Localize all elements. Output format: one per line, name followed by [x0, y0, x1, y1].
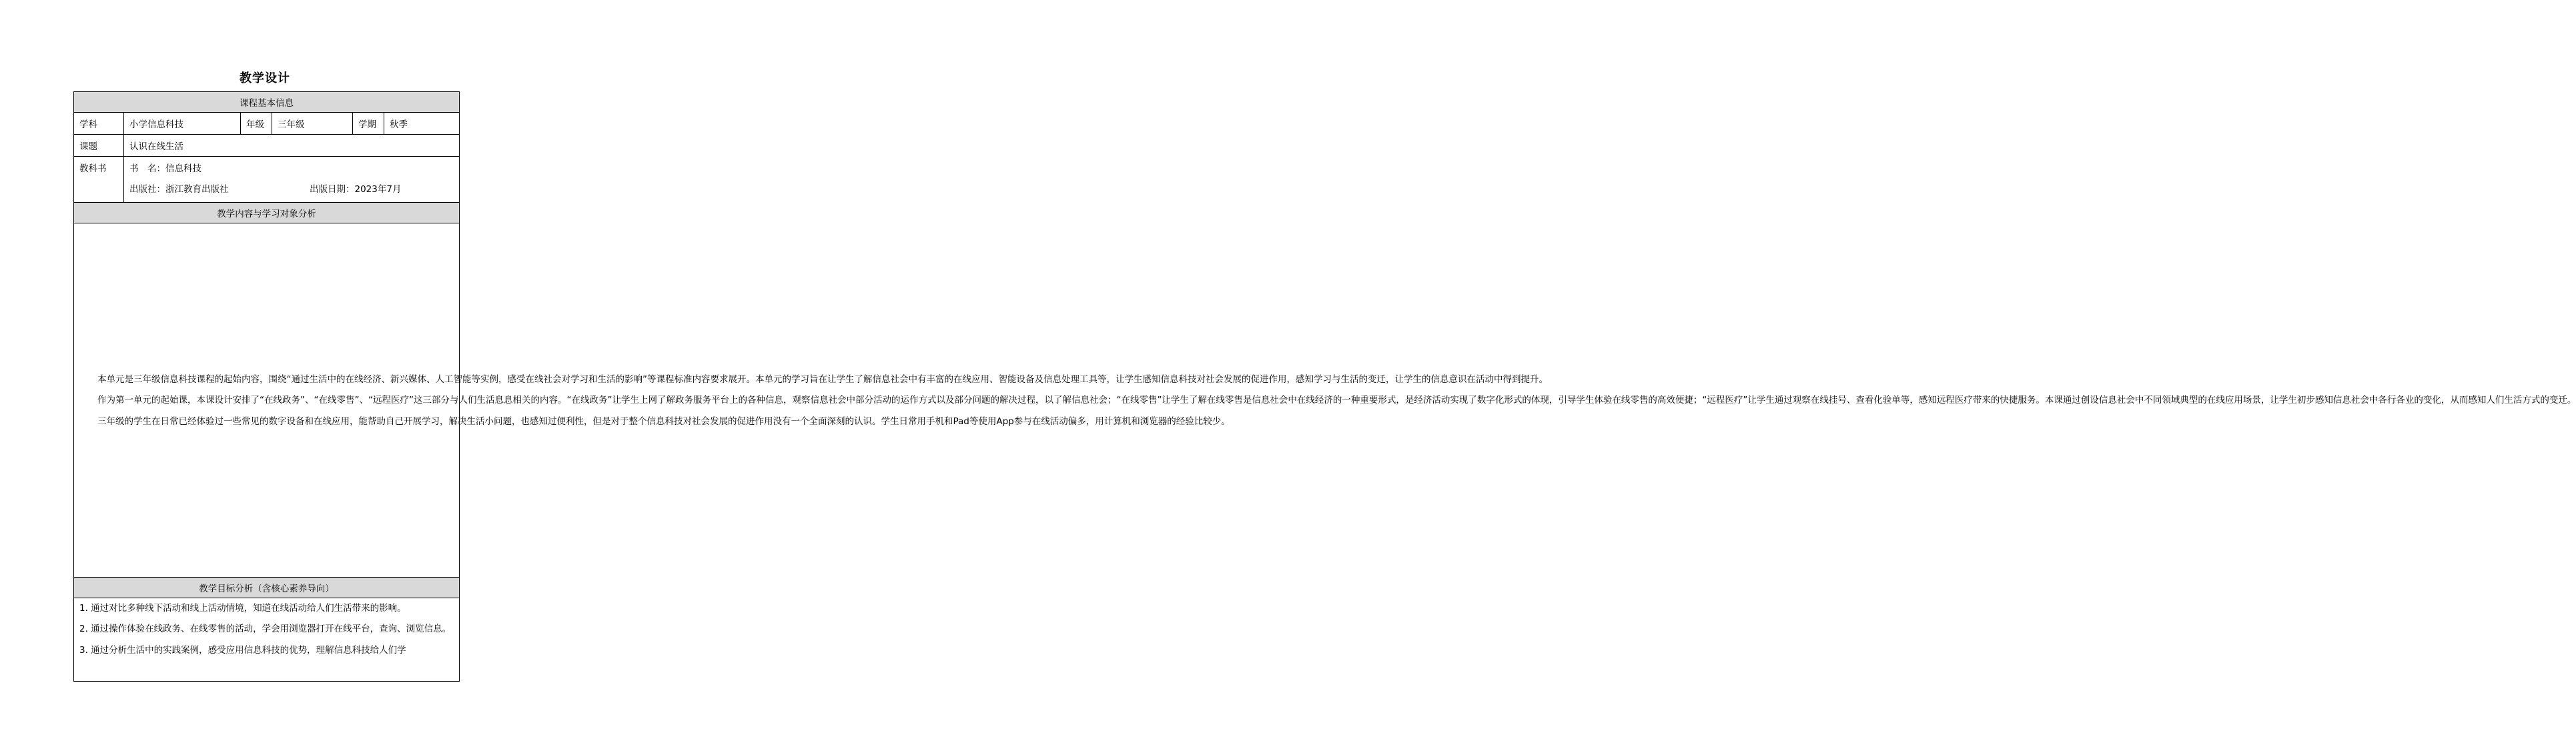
goals-header-row	[74, 578, 460, 598]
publisher-line	[129, 179, 459, 200]
analysis-content-row	[74, 223, 460, 578]
subject-label: 学科	[74, 113, 124, 135]
topic-value: 认识在线生活	[124, 135, 460, 157]
book-name: 书 名：信息科技	[129, 163, 201, 174]
grade-value: 三年级	[272, 113, 353, 135]
grade-label: 年级	[241, 113, 272, 135]
subject-row	[74, 113, 460, 135]
publish-date: 出版日期：2023年7月	[310, 184, 402, 195]
textbook-label: 教科书	[74, 157, 124, 203]
lesson-plan-table	[73, 91, 2576, 682]
analysis-header: 教学内容与学习对象分析	[74, 203, 460, 223]
basic-info-header: 课程基本信息	[74, 92, 460, 113]
goal-item-1: 1. 通过对比多种线下活动和线上活动情境，知道在线活动给人们生活带来的影响。	[79, 603, 406, 614]
term-label: 学期	[353, 113, 384, 135]
subject-value: 小学信息科技	[124, 113, 241, 135]
basic-info-header-row	[74, 92, 460, 113]
textbook-info	[124, 157, 460, 203]
goals-header: 教学目标分析（含核心素养导向）	[74, 578, 460, 598]
goals-content	[74, 598, 460, 682]
goals-content-row	[74, 598, 460, 682]
analysis-content	[74, 223, 2576, 578]
analysis-paragraph-2: 作为第一单元的起始课，本课设计安排了“在线政务”、“在线零售”、“远程医疗”这三部分与人们生活息息相关的内容。“在线政务”让学生上网了解政务服务平台上的各种信息，观察信息社会中部分活动的运作方式以及部分问题的解决过程，以了解信息社会；“在线零售”让学生了解在线零售是信息社会中在线经济的一种重要形式，是经济活动实现了数字化形式的体现，引导学生体验在线零售的高效便捷；“远程医疗”让学生通过观察在线挂号、查看化验单等，感知远程医疗带来的快捷服务。本课通过创设信息社会中不同领域典型的在线应用场景，让学生初步感知信息社会中各行各业的变化，从而感知人们生活方式的变迁。	[97, 395, 2576, 406]
goal-item-3: 3. 通过分析生活中的实践案例，感受应用信息科技的优势，理解信息科技给人们学	[79, 644, 406, 656]
document-title: 教学设计	[240, 71, 290, 85]
topic-row	[74, 135, 460, 157]
topic-label: 课题	[74, 135, 124, 157]
textbook-row	[74, 157, 460, 203]
goal-item-2: 2. 通过操作体验在线政务、在线零售的活动，学会用浏览器打开在线平台，查询、浏览信息。	[79, 624, 452, 635]
analysis-header-row	[74, 203, 460, 223]
term-value: 秋季	[384, 113, 460, 135]
publisher: 出版社：浙江教育出版社	[129, 184, 229, 195]
analysis-paragraph-3: 三年级的学生在日常已经体验过一些常见的数字设备和在线应用，能帮助自己开展学习，解决生活小问题，也感知过便利性，但是对于整个信息科技对社会发展的促进作用没有一个全面深刻的认识。学生日常用手机和Pad等使用App参与在线活动偏多，用计算机和浏览器的经验比较少。	[97, 416, 1230, 427]
analysis-paragraph-1: 本单元是三年级信息科技课程的起始内容，围绕“通过生活中的在线经济、新兴媒体、人工智能等实例，感受在线社会对学习和生活的影响”等课程标准内容要求展开。本单元的学习旨在让学生了解信息社会中有丰富的在线应用、智能设备及信息处理工具等，让学生感知信息科技对社会发展的促进作用，感知学习与生活的变迁，让学生的信息意识在活动中得到提升。	[97, 373, 1548, 385]
